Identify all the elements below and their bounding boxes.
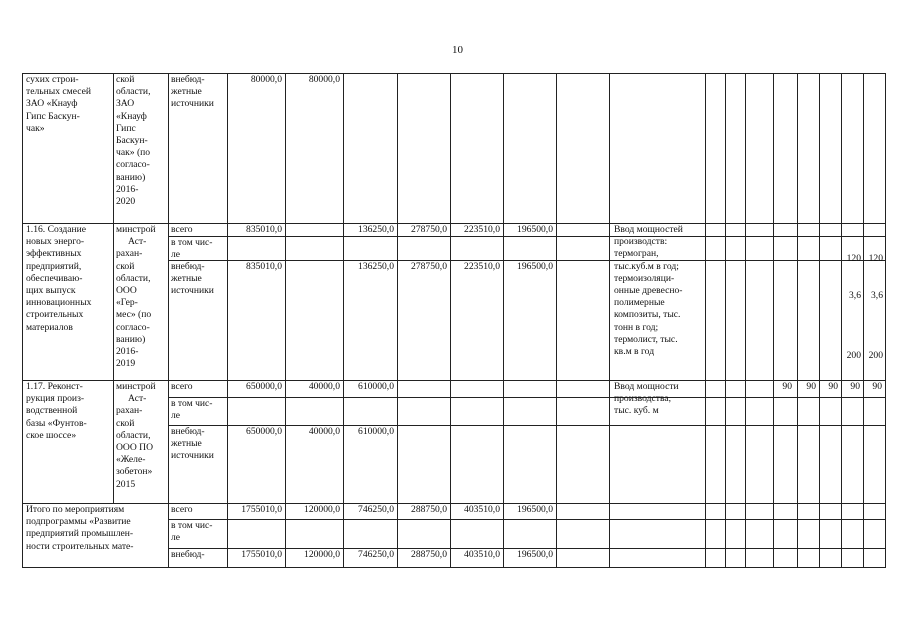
target-value: 90 — [828, 381, 838, 392]
value-cell: 1755010,0 — [241, 504, 282, 515]
measure-text: Итого по мероприятиям — [26, 504, 125, 515]
executor-text: области, — [116, 429, 151, 441]
grid-line — [725, 73, 726, 567]
source-label: внебюд- — [171, 261, 205, 272]
executor-text: Баскун- — [116, 135, 148, 146]
value-cell: 403510,0 — [464, 549, 500, 560]
measure-text: водственной — [26, 405, 78, 417]
indicator-text: онные древесно- — [614, 285, 683, 296]
executor-text: ЗАО — [116, 98, 135, 110]
grid-line — [745, 73, 746, 567]
value-cell: 40000,0 — [308, 381, 340, 392]
indicator-text: тыс.куб.м в год; — [614, 260, 679, 272]
measure-text: 1.16. Создание — [26, 224, 87, 235]
source-label: всего — [171, 381, 193, 392]
source-label: внебюд- — [171, 426, 205, 437]
measure-text: ности строительных мате- — [26, 540, 134, 552]
executor-text: 2016- — [116, 183, 139, 195]
measure-text: обеспечиваю- — [26, 272, 83, 284]
measure-text: предприятий, — [26, 260, 82, 272]
source-label: ле — [171, 249, 181, 261]
value-cell: 80000,0 — [250, 74, 282, 85]
measure-text: подпрограммы «Развитие — [26, 516, 131, 528]
grid-line — [168, 73, 169, 567]
source-label: ле — [171, 410, 181, 422]
indicator-text: полимерные — [614, 297, 665, 309]
executor-text: ванию) — [116, 171, 146, 183]
grid-line — [22, 73, 23, 567]
grid-line — [819, 73, 820, 567]
source-label: ле — [171, 532, 181, 544]
executor-text: области, — [116, 86, 151, 98]
grid-line — [503, 73, 504, 567]
measure-text: 1.17. Реконст- — [26, 381, 83, 392]
target-value: 3,6 — [871, 290, 883, 301]
value-cell: 278750,0 — [411, 224, 447, 235]
executor-text: области, — [116, 272, 151, 284]
value-cell: 746250,0 — [358, 504, 394, 515]
target-value: 200 — [868, 350, 883, 361]
grid-line — [168, 397, 886, 398]
value-cell: 136250,0 — [358, 261, 394, 272]
value-cell: 196500,0 — [517, 504, 553, 515]
executor-text: ской — [116, 260, 135, 272]
measure-text: предприятий промышлен- — [26, 528, 134, 540]
measure-text: базы «Фунтов- — [26, 417, 87, 429]
indicator-text: термогран, — [614, 248, 659, 260]
source-label: источники — [171, 285, 214, 297]
measure-text: новых энерго- — [26, 236, 85, 248]
value-cell: 223510,0 — [464, 261, 500, 272]
executor-text: ской — [116, 74, 135, 85]
grid-line — [450, 73, 451, 567]
target-value: 200 — [846, 350, 861, 361]
value-cell: 80000,0 — [308, 74, 340, 85]
executor-text: минстрой — [116, 381, 156, 392]
executor-text: минстрой — [116, 224, 156, 235]
value-cell: 650000,0 — [246, 426, 282, 437]
executor-text: согласо- — [116, 159, 150, 171]
executor-text: «Желе- — [116, 454, 146, 466]
value-cell: 1755010,0 — [241, 549, 282, 560]
executor-text: «Гер- — [116, 297, 138, 309]
grid-line — [797, 73, 798, 567]
source-label: источники — [171, 98, 214, 110]
value-cell: 223510,0 — [464, 224, 500, 235]
executor-text: 2016- — [116, 346, 139, 357]
grid-line — [113, 73, 114, 503]
value-cell: 288750,0 — [411, 504, 447, 515]
executor-text: ской — [116, 417, 135, 429]
target-value: 120 — [868, 253, 883, 264]
grid-line — [168, 519, 886, 520]
executor-text: Аст- — [128, 236, 147, 248]
target-value: 120 — [846, 253, 861, 264]
value-cell: 610000,0 — [358, 381, 394, 392]
indicator-text: термоизоляци- — [614, 272, 675, 284]
indicator-text: Ввод мощностей — [614, 224, 683, 235]
executor-text: мес» (по — [116, 309, 152, 321]
executor-text: ООО — [116, 285, 137, 296]
source-label: внебюд- — [171, 74, 205, 85]
measure-text: чак» — [26, 122, 45, 134]
source-label: источники — [171, 450, 214, 462]
grid-line — [773, 73, 774, 567]
grid-line — [22, 567, 886, 568]
measure-text: ЗАО «Кнауф — [26, 98, 78, 110]
value-cell: 650000,0 — [246, 381, 282, 392]
indicator-text: кв.м в год — [614, 346, 655, 357]
value-cell: 196500,0 — [517, 261, 553, 272]
grid-line — [841, 73, 842, 567]
indicator-text: композиты, тыс. — [614, 309, 681, 321]
grid-line — [227, 73, 228, 567]
executor-text: зобетон» — [116, 466, 153, 478]
executor-text: рахан- — [116, 405, 143, 417]
target-value: 90 — [782, 381, 792, 392]
target-value: 3,6 — [849, 290, 861, 301]
executor-text: 2020 — [116, 196, 136, 207]
executor-text: рахан- — [116, 248, 143, 260]
executor-text: 2019 — [116, 358, 136, 370]
value-cell: 196500,0 — [517, 224, 553, 235]
value-cell: 288750,0 — [411, 549, 447, 560]
value-cell: 835010,0 — [246, 224, 282, 235]
source-label: жетные — [171, 86, 202, 98]
measure-text: инновационных — [26, 297, 92, 309]
grid-line — [397, 73, 398, 567]
executor-text: «Кнауф — [116, 110, 147, 122]
measure-text: щих выпуск — [26, 285, 76, 296]
measure-text: сухих строи- — [26, 74, 79, 85]
grid-line — [285, 73, 286, 567]
indicator-text: тонн в год; — [614, 321, 659, 333]
value-cell: 610000,0 — [358, 426, 394, 437]
measure-text: строительных — [26, 309, 84, 321]
executor-text: 2015 — [116, 478, 136, 490]
source-label: в том чис- — [171, 398, 213, 409]
target-value: 90 — [872, 381, 882, 392]
measure-text: тельных смесей — [26, 86, 91, 98]
grid-line — [556, 73, 557, 567]
grid-line — [885, 73, 886, 567]
executor-text: чак» (по — [116, 147, 151, 159]
value-cell: 120000,0 — [304, 504, 340, 515]
grid-line — [22, 73, 886, 74]
source-label: в том чис- — [171, 237, 213, 248]
measure-text: эффективных — [26, 248, 82, 260]
grid-line — [705, 73, 706, 567]
executor-text: Аст- — [128, 393, 147, 405]
executor-text: ванию) — [116, 333, 146, 345]
source-label: в том чис- — [171, 520, 213, 531]
indicator-text: термолист, тыс. — [614, 333, 678, 345]
grid-line — [609, 73, 610, 567]
executor-text: ООО ПО — [116, 442, 154, 453]
value-cell: 746250,0 — [358, 549, 394, 560]
indicator-text: производства, — [614, 393, 672, 405]
target-value: 90 — [806, 381, 816, 392]
indicator-text: Ввод мощности — [614, 381, 679, 392]
measure-text: ское шоссе» — [26, 429, 77, 441]
value-cell: 136250,0 — [358, 224, 394, 235]
executor-text: согласо- — [116, 321, 150, 333]
source-label: жетные — [171, 273, 202, 285]
value-cell: 278750,0 — [411, 261, 447, 272]
source-label: всего — [171, 504, 193, 515]
value-cell: 120000,0 — [304, 549, 340, 560]
grid-line — [343, 73, 344, 567]
source-label: внебюд- — [171, 549, 205, 560]
indicator-text: производств: — [614, 236, 668, 248]
source-label: жетные — [171, 438, 202, 450]
value-cell: 196500,0 — [517, 549, 553, 560]
indicator-text: тыс. куб. м — [614, 405, 659, 417]
executor-text: Гипс — [116, 122, 136, 134]
measure-text: Гипс Баскун- — [26, 110, 80, 122]
source-label: всего — [171, 224, 193, 235]
target-value: 90 — [850, 381, 860, 392]
page-number: 10 — [452, 44, 463, 56]
value-cell: 403510,0 — [464, 504, 500, 515]
grid-line — [863, 73, 864, 567]
value-cell: 40000,0 — [308, 426, 340, 437]
measure-text: материалов — [26, 321, 73, 333]
measure-text: рукция произ- — [26, 393, 85, 405]
value-cell: 835010,0 — [246, 261, 282, 272]
